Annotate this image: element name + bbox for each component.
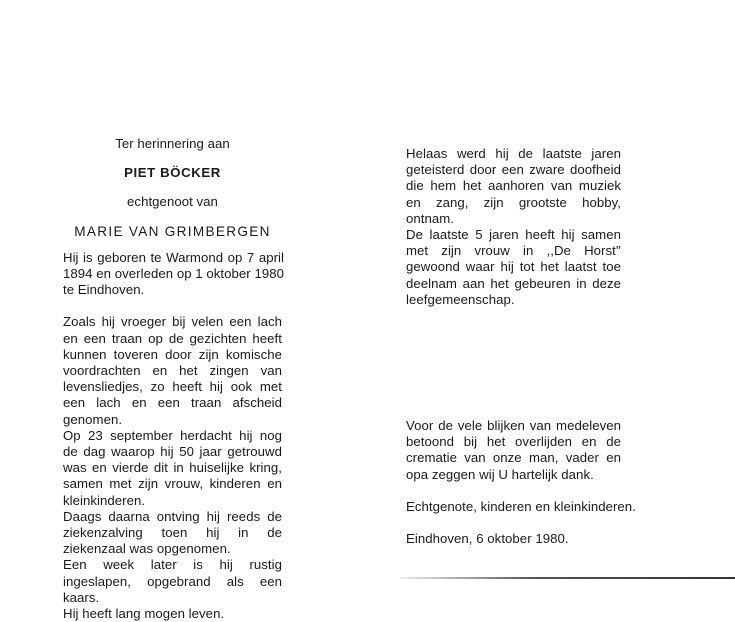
place-date: Eindhoven, 6 oktober 1980.	[406, 531, 569, 547]
memorial-left-column	[63, 136, 282, 622]
memorial-right-column	[406, 146, 621, 308]
birth-death-text: Hij is geboren te Warmond op 7 april 1894 en overleden op 1 oktober 1980 te Eindhoven.	[63, 249, 284, 298]
paragraph-doofheid: Helaas werd hij de laatste jaren geteisterd door een zware doofheid die hem het aanhoren van muziek en zang, zijn grootste hobby, ontnam.	[406, 146, 621, 226]
header-intro: Ter herinnering aan	[115, 136, 230, 151]
thanks-text: Voor de vele blijken van medeleven betoond bij het overlijden en de crematie van onze man, vader en opa zeggen wij U hartelijk dank.	[406, 418, 621, 482]
paragraph-lach-traan: Zoals hij vroeger bij velen een lach en een traan op de gezichten heeft kunnen toveren door zijn komische voordrachten en het zingen van levensliedjes, zo heeft hij ook met een lach en een traan afscheid genomen.	[63, 314, 282, 427]
thanks-block	[406, 418, 636, 547]
paragraph-ingeslapen: Een week later is hij rustig ingeslapen, opgebrand als een kaars.	[63, 557, 282, 605]
spouse-name: MARIE VAN GRIMBERGEN	[74, 223, 271, 239]
paragraph-ziekenzalving: Daags daarna ontving hij reeds de ziekenzalving toen hij in de ziekenzaal was opgenomen.	[63, 508, 282, 557]
relation-text: echtgenoot van	[127, 194, 218, 210]
paragraph-de-horst: De laatste 5 jaren heeft hij samen met zijn vrouw in ,,De Horst'' gewoond waar hij tot het laatst toe deelnam aan het gebeuren in deze leefgemeenschap.	[406, 227, 621, 307]
deceased-name: PIET BÖCKER	[124, 165, 221, 181]
signature-text: Echtgenote, kinderen en kleinkinderen.	[406, 498, 636, 514]
paragraph-lang-leven: Hij heeft lang mogen leven.	[63, 606, 225, 622]
paragraph-anniversary: Op 23 september herdacht hij nog de dag waarop hij 50 jaar getrouwd was en vierde dit in huiselijke kring, samen met zijn vrouw, kinderen en kleinkinderen.	[63, 427, 282, 508]
